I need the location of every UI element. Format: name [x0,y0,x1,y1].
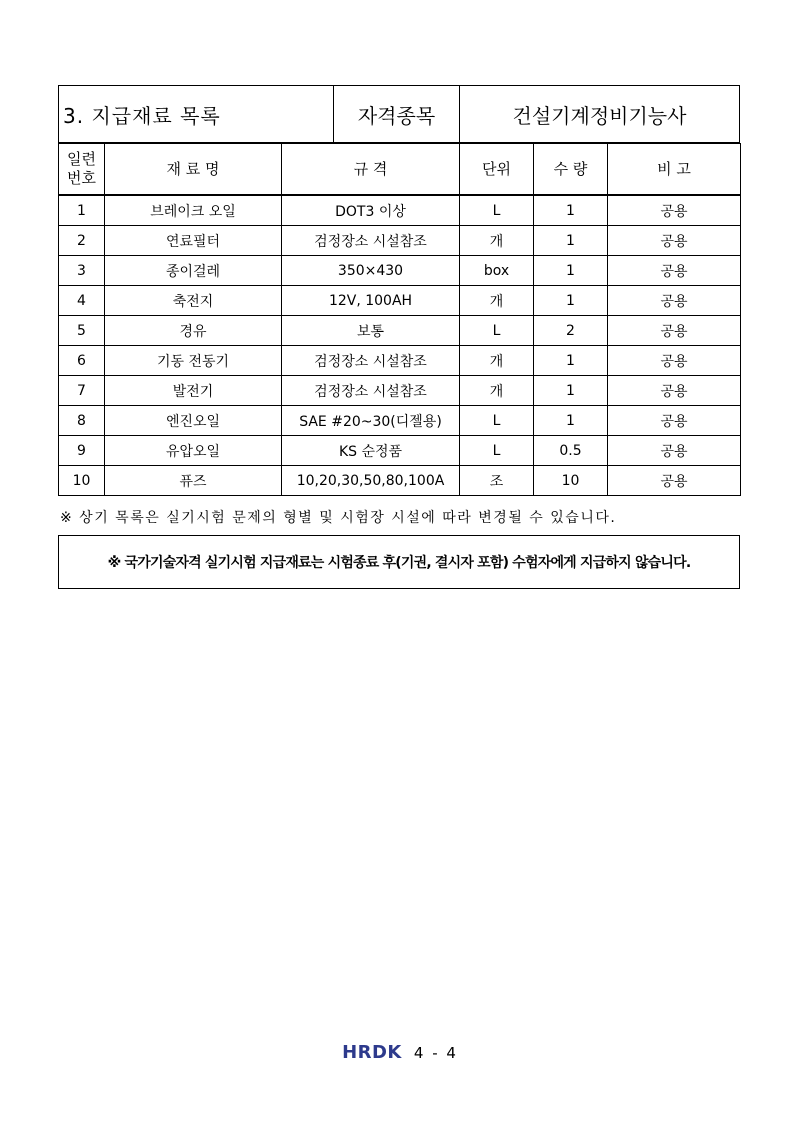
cell-spec: 보통 [282,316,460,346]
cell-unit: L [460,436,534,466]
qualification-value: 건설기계정비기능사 [512,103,687,128]
cell-serial: 4 [59,286,105,316]
cell-spec: SAE #20~30(디젤용) [282,406,460,436]
col-quantity: 수 량 [534,144,608,196]
cell-remarks: 공용 [608,376,741,406]
table-row [59,406,741,436]
hrdk-logo: HRDK [342,1042,402,1063]
cell-quantity: 10 [534,466,608,496]
cell-material: 축전지 [105,286,282,316]
cell-material: 엔진오일 [105,406,282,436]
cell-material: 브레이크 오일 [105,195,282,226]
table-row [59,466,741,496]
cell-remarks: 공용 [608,256,741,286]
cell-remarks: 공용 [608,195,741,226]
cell-remarks: 공용 [608,466,741,496]
cell-material: 경유 [105,316,282,346]
cell-material: 연료필터 [105,226,282,256]
table-row [59,346,741,376]
cell-serial: 1 [59,195,105,226]
notice-box [58,535,740,589]
cell-material: 종이걸레 [105,256,282,286]
cell-remarks: 공용 [608,436,741,466]
table-header-row [59,144,741,196]
cell-material: 발전기 [105,376,282,406]
table-row [59,316,741,346]
cell-serial: 10 [59,466,105,496]
cell-serial: 7 [59,376,105,406]
cell-spec: DOT3 이상 [282,195,460,226]
cell-spec: 검정장소 시설참조 [282,226,460,256]
cell-spec: 검정장소 시설참조 [282,346,460,376]
page-number: 4 - 4 [413,1043,458,1062]
footer [0,1042,800,1063]
cell-unit: 개 [460,226,534,256]
table-row [59,256,741,286]
qualification-label: 자격종목 [334,86,460,142]
cell-quantity: 1 [534,286,608,316]
cell-serial: 8 [59,406,105,436]
cell-remarks: 공용 [608,226,741,256]
cell-unit: 개 [460,346,534,376]
cell-quantity: 1 [534,195,608,226]
col-remarks: 비 고 [608,144,741,196]
cell-quantity: 0.5 [534,436,608,466]
materials-table [58,143,741,496]
col-material-name: 재 료 명 [105,144,282,196]
cell-material: 퓨즈 [105,466,282,496]
cell-remarks: 공용 [608,406,741,436]
section-title: 3. 지급재료 목록 [59,86,334,142]
col-serial-number: 일련 번호 [59,144,105,196]
cell-remarks: 공용 [608,286,741,316]
cell-unit: 개 [460,286,534,316]
cell-unit: 조 [460,466,534,496]
cell-unit: L [460,406,534,436]
cell-material: 기동 전동기 [105,346,282,376]
cell-serial: 6 [59,346,105,376]
cell-remarks: 공용 [608,316,741,346]
cell-quantity: 1 [534,256,608,286]
col-unit: 단위 [460,144,534,196]
header-box [58,85,740,143]
cell-serial: 2 [59,226,105,256]
col-spec: 규 격 [282,144,460,196]
cell-quantity: 1 [534,346,608,376]
cell-serial: 9 [59,436,105,466]
cell-material: 유압오일 [105,436,282,466]
cell-remarks: 공용 [608,346,741,376]
cell-unit: box [460,256,534,286]
cell-serial: 3 [59,256,105,286]
table-row [59,195,741,226]
table-row [59,436,741,466]
table-row [59,226,741,256]
cell-quantity: 2 [534,316,608,346]
cell-quantity: 1 [534,226,608,256]
cell-spec: 10,20,30,50,80,100A [282,466,460,496]
cell-serial: 5 [59,316,105,346]
cell-quantity: 1 [534,406,608,436]
cell-unit: L [460,195,534,226]
cell-unit: L [460,316,534,346]
notice-text: ※ 국가기술자격 실기시험 지급재료는 시험종료 후(기권, 결시자 포함) 수험자에게 지급하지 않습니다. [107,555,691,571]
cell-unit: 개 [460,376,534,406]
cell-spec: 12V, 100AH [282,286,460,316]
change-note: ※ 상기 목록은 실기시험 문제의 형별 및 시험장 시설에 따라 변경될 수 있습니다. [60,510,617,526]
cell-quantity: 1 [534,376,608,406]
cell-spec: 검정장소 시설참조 [282,376,460,406]
table-row [59,286,741,316]
cell-spec: KS 순정품 [282,436,460,466]
cell-spec: 350×430 [282,256,460,286]
table-row [59,376,741,406]
